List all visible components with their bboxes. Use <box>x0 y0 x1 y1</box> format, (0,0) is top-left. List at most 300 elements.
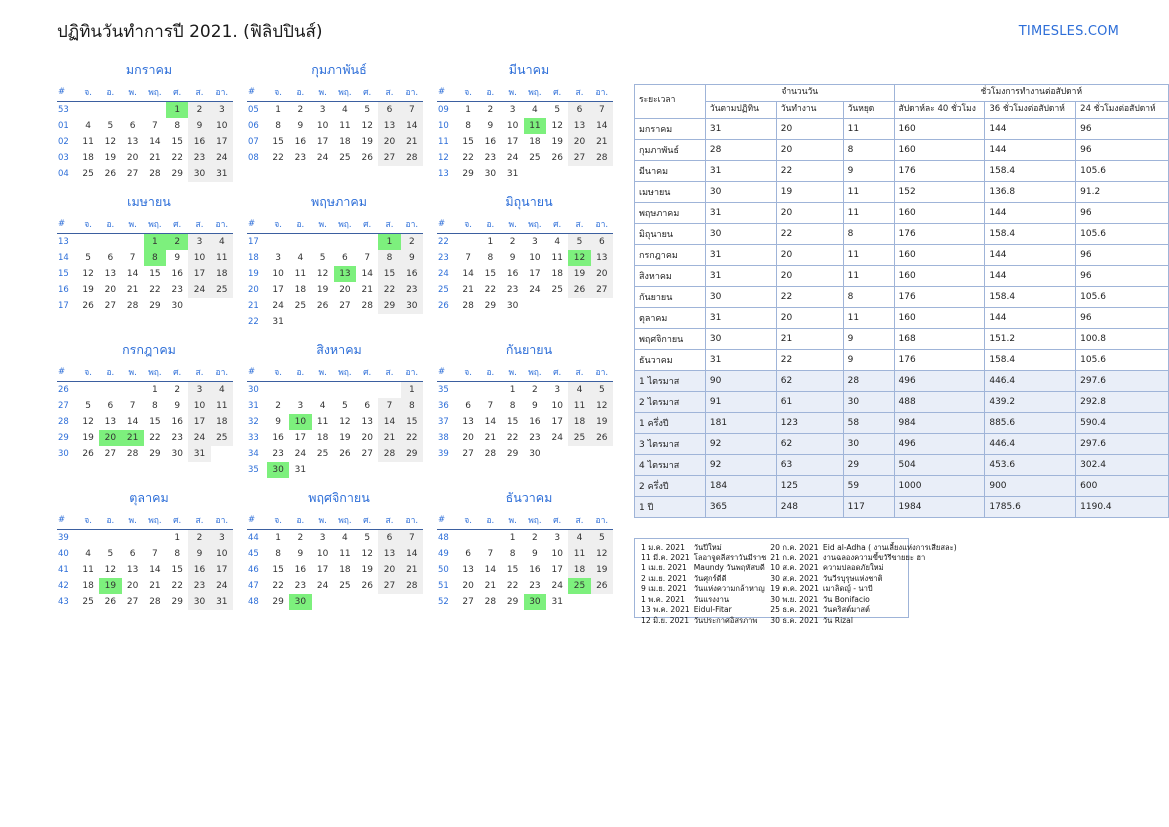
day-cell[interactable]: 15 <box>171 137 183 147</box>
day-cell[interactable]: 12 <box>361 549 373 559</box>
day-cell[interactable]: 19 <box>82 433 94 443</box>
day-cell[interactable]: 4 <box>568 382 590 399</box>
day-cell[interactable]: 13 <box>104 269 117 279</box>
day-cell[interactable]: 18 <box>211 266 233 282</box>
day-cell[interactable]: 19 <box>82 285 94 295</box>
day-cell[interactable]: 13 <box>378 118 400 134</box>
day-cell[interactable]: 6 <box>107 401 114 411</box>
day-cell[interactable]: 8 <box>144 250 166 266</box>
day-cell[interactable]: 27 <box>591 282 613 298</box>
day-cell[interactable]: 28 <box>149 169 161 179</box>
day-cell[interactable]: 28 <box>361 301 373 311</box>
day-cell[interactable]: 26 <box>82 301 94 311</box>
day-cell[interactable]: 25 <box>568 578 590 594</box>
day-cell[interactable]: 10 <box>316 121 329 131</box>
day-cell[interactable]: 3 <box>211 102 233 119</box>
day-cell[interactable]: 25 <box>294 301 307 311</box>
day-cell[interactable]: 5 <box>364 533 371 543</box>
day-cell[interactable]: 15 <box>272 137 284 147</box>
day-cell[interactable]: 21 <box>462 285 474 295</box>
day-cell[interactable]: 24 <box>188 430 210 446</box>
day-cell[interactable]: 27 <box>378 578 400 594</box>
day-cell[interactable]: 31 <box>294 465 307 475</box>
day-cell[interactable]: 10 <box>272 269 284 279</box>
day-cell[interactable]: 3 <box>509 105 516 115</box>
day-cell[interactable]: 12 <box>82 417 94 427</box>
day-cell[interactable]: 15 <box>506 565 519 575</box>
day-cell[interactable]: 8 <box>152 401 158 411</box>
day-cell[interactable]: 30 <box>267 462 289 478</box>
day-cell[interactable]: 7 <box>378 398 400 414</box>
day-cell[interactable]: 28 <box>401 150 423 166</box>
day-cell[interactable]: 17 <box>551 417 563 427</box>
day-cell[interactable]: 11 <box>551 253 563 263</box>
day-cell[interactable]: 5 <box>364 105 371 115</box>
day-cell[interactable]: 15 <box>149 417 161 427</box>
day-cell[interactable]: 8 <box>509 401 516 411</box>
day-cell[interactable]: 24 <box>294 449 307 459</box>
day-cell[interactable]: 2 <box>188 530 210 547</box>
day-cell[interactable]: 4 <box>568 530 590 547</box>
day-cell[interactable]: 14 <box>149 137 161 147</box>
day-cell[interactable]: 22 <box>149 285 161 295</box>
day-cell[interactable]: 17 <box>529 269 541 279</box>
day-cell[interactable]: 7 <box>152 121 158 131</box>
day-cell[interactable]: 13 <box>378 546 400 562</box>
day-cell[interactable]: 7 <box>129 401 136 411</box>
day-cell[interactable]: 28 <box>126 301 139 311</box>
day-cell[interactable]: 7 <box>401 102 423 119</box>
day-cell[interactable]: 4 <box>211 234 233 251</box>
day-cell[interactable]: 17 <box>316 137 329 147</box>
day-cell[interactable]: 10 <box>506 121 519 131</box>
day-cell[interactable]: 27 <box>339 301 351 311</box>
day-cell[interactable]: 13 <box>591 250 613 266</box>
day-cell[interactable]: 14 <box>401 118 423 134</box>
day-cell[interactable]: 17 <box>294 433 307 443</box>
day-cell[interactable]: 19 <box>316 285 329 295</box>
day-cell[interactable]: 10 <box>551 549 563 559</box>
day-cell[interactable]: 22 <box>506 581 519 591</box>
day-cell[interactable]: 3 <box>297 401 304 411</box>
day-cell[interactable]: 14 <box>126 269 139 279</box>
day-cell[interactable]: 26 <box>361 153 373 163</box>
day-cell[interactable]: 16 <box>506 269 519 279</box>
day-cell[interactable]: 29 <box>171 597 183 607</box>
day-cell[interactable]: 7 <box>487 401 494 411</box>
day-cell[interactable]: 13 <box>462 417 474 427</box>
day-cell[interactable]: 8 <box>465 121 471 131</box>
day-cell[interactable]: 4 <box>342 105 348 115</box>
day-cell[interactable]: 1 <box>275 533 281 543</box>
day-cell[interactable]: 9 <box>275 417 281 427</box>
day-cell[interactable]: 26 <box>82 449 94 459</box>
day-cell[interactable]: 15 <box>401 414 423 430</box>
day-cell[interactable]: 16 <box>294 565 307 575</box>
day-cell[interactable]: 2 <box>166 234 188 251</box>
day-cell[interactable]: 15 <box>272 565 284 575</box>
day-cell[interactable]: 7 <box>487 549 494 559</box>
day-cell[interactable]: 10 <box>316 549 329 559</box>
day-cell[interactable]: 14 <box>361 269 373 279</box>
day-cell[interactable]: 9 <box>487 121 494 131</box>
day-cell[interactable]: 20 <box>591 266 613 282</box>
day-cell[interactable]: 18 <box>339 565 351 575</box>
day-cell[interactable]: 10 <box>211 546 233 562</box>
day-cell[interactable]: 15 <box>171 565 183 575</box>
day-cell[interactable]: 22 <box>462 153 474 163</box>
day-cell[interactable]: 5 <box>568 234 590 251</box>
day-cell[interactable]: 29 <box>506 449 519 459</box>
day-cell[interactable]: 20 <box>361 433 373 443</box>
day-cell[interactable]: 16 <box>529 417 541 427</box>
day-cell[interactable]: 29 <box>149 449 161 459</box>
day-cell[interactable]: 30 <box>524 594 546 610</box>
day-cell[interactable]: 7 <box>152 549 158 559</box>
day-cell[interactable]: 15 <box>149 269 161 279</box>
day-cell[interactable]: 21 <box>149 153 161 163</box>
day-cell[interactable]: 13 <box>104 417 117 427</box>
day-cell[interactable]: 12 <box>339 417 351 427</box>
day-cell[interactable]: 17 <box>211 134 233 150</box>
day-cell[interactable]: 14 <box>484 565 497 575</box>
day-cell[interactable]: 5 <box>85 253 91 263</box>
day-cell[interactable]: 7 <box>364 253 371 263</box>
day-cell[interactable]: 9 <box>509 253 516 263</box>
day-cell[interactable]: 10 <box>188 250 210 266</box>
day-cell[interactable]: 20 <box>104 285 117 295</box>
day-cell[interactable]: 5 <box>591 530 613 547</box>
day-cell[interactable]: 22 <box>401 430 423 446</box>
day-cell[interactable]: 6 <box>591 234 613 251</box>
day-cell[interactable]: 8 <box>174 549 181 559</box>
day-cell[interactable]: 26 <box>591 578 613 594</box>
day-cell[interactable]: 21 <box>361 285 373 295</box>
day-cell[interactable]: 16 <box>188 562 210 578</box>
day-cell[interactable]: 31 <box>188 446 210 462</box>
day-cell[interactable]: 7 <box>129 253 136 263</box>
day-cell[interactable]: 26 <box>104 597 117 607</box>
day-cell[interactable]: 25 <box>339 153 351 163</box>
day-cell[interactable]: 8 <box>275 121 281 131</box>
day-cell[interactable]: 11 <box>294 269 307 279</box>
day-cell[interactable]: 23 <box>171 285 183 295</box>
day-cell[interactable]: 16 <box>529 565 541 575</box>
day-cell[interactable]: 6 <box>364 401 371 411</box>
day-cell[interactable]: 8 <box>401 398 423 414</box>
day-cell[interactable]: 18 <box>82 153 94 163</box>
day-cell[interactable]: 28 <box>462 301 474 311</box>
day-cell[interactable]: 6 <box>129 121 136 131</box>
day-cell[interactable]: 20 <box>462 433 474 443</box>
day-cell[interactable]: 18 <box>339 137 351 147</box>
day-cell[interactable]: 30 <box>188 594 210 610</box>
day-cell[interactable]: 14 <box>401 546 423 562</box>
day-cell[interactable]: 22 <box>506 433 519 443</box>
day-cell[interactable]: 15 <box>506 417 519 427</box>
day-cell[interactable]: 5 <box>107 121 114 131</box>
day-cell[interactable]: 18 <box>82 581 94 591</box>
day-cell[interactable]: 4 <box>297 253 304 263</box>
day-cell[interactable]: 14 <box>462 269 474 279</box>
day-cell[interactable]: 25 <box>551 285 563 295</box>
day-cell[interactable]: 29 <box>506 597 519 607</box>
day-cell[interactable]: 12 <box>591 546 613 562</box>
day-cell[interactable]: 28 <box>591 150 613 166</box>
day-cell[interactable]: 30 <box>171 449 183 459</box>
day-cell[interactable]: 15 <box>484 269 497 279</box>
day-cell[interactable]: 4 <box>319 401 326 411</box>
day-cell[interactable]: 22 <box>171 153 183 163</box>
day-cell[interactable]: 26 <box>568 282 590 298</box>
day-cell[interactable]: 12 <box>316 269 329 279</box>
day-cell[interactable]: 17 <box>551 565 563 575</box>
day-cell[interactable]: 23 <box>529 433 541 443</box>
day-cell[interactable]: 6 <box>378 530 400 547</box>
day-cell[interactable]: 23 <box>484 153 497 163</box>
day-cell[interactable]: 9 <box>297 121 304 131</box>
day-cell[interactable]: 25 <box>316 449 329 459</box>
day-cell[interactable]: 12 <box>551 121 563 131</box>
day-cell[interactable]: 9 <box>532 549 538 559</box>
day-cell[interactable]: 15 <box>378 266 400 282</box>
day-cell[interactable]: 17 <box>316 565 329 575</box>
day-cell[interactable]: 21 <box>378 430 400 446</box>
day-cell[interactable]: 11 <box>524 118 546 134</box>
day-cell[interactable]: 5 <box>85 401 91 411</box>
day-cell[interactable]: 9 <box>401 250 423 266</box>
day-cell[interactable]: 21 <box>401 562 423 578</box>
day-cell[interactable]: 3 <box>275 253 281 263</box>
day-cell[interactable]: 28 <box>401 578 423 594</box>
day-cell[interactable]: 29 <box>272 597 284 607</box>
day-cell[interactable]: 12 <box>82 269 94 279</box>
day-cell[interactable]: 27 <box>568 150 590 166</box>
day-cell[interactable]: 30 <box>188 166 210 182</box>
day-cell[interactable]: 19 <box>339 433 351 443</box>
day-cell[interactable]: 16 <box>272 433 284 443</box>
day-cell[interactable]: 26 <box>104 169 117 179</box>
day-cell[interactable]: 24 <box>506 153 519 163</box>
day-cell[interactable]: 1 <box>465 105 471 115</box>
day-cell[interactable]: 17 <box>188 414 210 430</box>
day-cell[interactable]: 27 <box>104 301 117 311</box>
day-cell[interactable]: 29 <box>149 301 161 311</box>
day-cell[interactable]: 2 <box>487 105 494 115</box>
day-cell[interactable]: 6 <box>342 253 348 263</box>
day-cell[interactable]: 1 <box>378 234 400 251</box>
day-cell[interactable]: 18 <box>568 562 590 578</box>
day-cell[interactable]: 11 <box>82 565 94 575</box>
day-cell[interactable]: 11 <box>211 398 233 414</box>
day-cell[interactable]: 20 <box>462 581 474 591</box>
day-cell[interactable]: 1 <box>401 382 423 399</box>
day-cell[interactable]: 17 <box>506 137 519 147</box>
day-cell[interactable]: 2 <box>401 234 423 251</box>
day-cell[interactable]: 31 <box>211 594 233 610</box>
day-cell[interactable]: 13 <box>126 565 139 575</box>
day-cell[interactable]: 1 <box>144 234 166 251</box>
day-cell[interactable]: 2 <box>532 385 538 395</box>
day-cell[interactable]: 4 <box>554 237 561 247</box>
day-cell[interactable]: 17 <box>188 266 210 282</box>
day-cell[interactable]: 14 <box>149 565 161 575</box>
day-cell[interactable]: 28 <box>484 597 497 607</box>
day-cell[interactable]: 21 <box>149 581 161 591</box>
day-cell[interactable]: 8 <box>509 549 516 559</box>
day-cell[interactable]: 7 <box>465 253 471 263</box>
day-cell[interactable]: 19 <box>591 562 613 578</box>
day-cell[interactable]: 2 <box>188 102 210 119</box>
day-cell[interactable]: 14 <box>591 118 613 134</box>
day-cell[interactable]: 11 <box>568 546 590 562</box>
day-cell[interactable]: 27 <box>462 449 474 459</box>
day-cell[interactable]: 1 <box>166 102 188 119</box>
day-cell[interactable]: 25 <box>339 581 351 591</box>
day-cell[interactable]: 25 <box>82 597 94 607</box>
day-cell[interactable]: 19 <box>361 137 373 147</box>
day-cell[interactable]: 17 <box>272 285 284 295</box>
day-cell[interactable]: 9 <box>188 118 210 134</box>
day-cell[interactable]: 14 <box>484 417 497 427</box>
day-cell[interactable]: 16 <box>188 134 210 150</box>
day-cell[interactable]: 20 <box>126 153 139 163</box>
day-cell[interactable]: 16 <box>401 266 423 282</box>
day-cell[interactable]: 30 <box>529 449 541 459</box>
day-cell[interactable]: 18 <box>568 414 590 430</box>
day-cell[interactable]: 6 <box>465 401 471 411</box>
day-cell[interactable]: 28 <box>484 449 497 459</box>
day-cell[interactable]: 23 <box>506 285 519 295</box>
day-cell[interactable]: 19 <box>551 137 563 147</box>
day-cell[interactable]: 26 <box>551 153 563 163</box>
day-cell[interactable]: 20 <box>99 430 121 446</box>
day-cell[interactable]: 1 <box>509 533 516 543</box>
day-cell[interactable]: 30 <box>484 169 497 179</box>
day-cell[interactable]: 8 <box>174 121 181 131</box>
day-cell[interactable]: 24 <box>211 578 233 594</box>
day-cell[interactable]: 26 <box>361 581 373 591</box>
day-cell[interactable]: 11 <box>339 549 351 559</box>
day-cell[interactable]: 21 <box>591 134 613 150</box>
day-cell[interactable]: 24 <box>551 433 563 443</box>
day-cell[interactable]: 11 <box>568 398 590 414</box>
day-cell[interactable]: 14 <box>126 417 139 427</box>
day-cell[interactable]: 2 <box>174 385 181 395</box>
day-cell[interactable]: 20 <box>378 562 400 578</box>
day-cell[interactable]: 9 <box>297 549 304 559</box>
day-cell[interactable]: 18 <box>551 269 563 279</box>
day-cell[interactable]: 26 <box>591 430 613 446</box>
day-cell[interactable]: 6 <box>378 102 400 119</box>
day-cell[interactable]: 2 <box>297 105 304 115</box>
day-cell[interactable]: 29 <box>401 446 423 462</box>
day-cell[interactable]: 26 <box>339 449 351 459</box>
day-cell[interactable]: 19 <box>99 578 121 594</box>
day-cell[interactable]: 18 <box>211 414 233 430</box>
day-cell[interactable]: 31 <box>272 317 284 327</box>
day-cell[interactable]: 21 <box>401 134 423 150</box>
day-cell[interactable]: 3 <box>188 382 210 399</box>
day-cell[interactable]: 10 <box>211 118 233 134</box>
day-cell[interactable]: 19 <box>361 565 373 575</box>
day-cell[interactable]: 2 <box>275 401 281 411</box>
day-cell[interactable]: 1 <box>487 237 494 247</box>
day-cell[interactable]: 26 <box>316 301 329 311</box>
day-cell[interactable]: 30 <box>171 301 183 311</box>
day-cell[interactable]: 30 <box>506 301 519 311</box>
day-cell[interactable]: 19 <box>591 414 613 430</box>
day-cell[interactable]: 23 <box>188 150 210 166</box>
day-cell[interactable]: 3 <box>554 385 561 395</box>
day-cell[interactable]: 21 <box>484 581 497 591</box>
day-cell[interactable]: 25 <box>211 430 233 446</box>
day-cell[interactable]: 8 <box>275 549 281 559</box>
day-cell[interactable]: 24 <box>272 301 284 311</box>
day-cell[interactable]: 27 <box>126 597 139 607</box>
day-cell[interactable]: 31 <box>211 166 233 182</box>
day-cell[interactable]: 25 <box>529 153 541 163</box>
day-cell[interactable]: 23 <box>188 578 210 594</box>
day-cell[interactable]: 3 <box>211 530 233 547</box>
day-cell[interactable]: 9 <box>188 546 210 562</box>
day-cell[interactable]: 11 <box>82 137 94 147</box>
day-cell[interactable]: 22 <box>149 433 161 443</box>
day-cell[interactable]: 11 <box>339 121 351 131</box>
day-cell[interactable]: 20 <box>126 581 139 591</box>
day-cell[interactable]: 29 <box>484 301 497 311</box>
day-cell[interactable]: 30 <box>401 298 423 314</box>
day-cell[interactable]: 3 <box>319 533 326 543</box>
day-cell[interactable]: 12 <box>104 137 117 147</box>
day-cell[interactable]: 25 <box>568 430 590 446</box>
day-cell[interactable]: 28 <box>378 446 400 462</box>
day-cell[interactable]: 20 <box>378 134 400 150</box>
day-cell[interactable]: 16 <box>171 417 183 427</box>
day-cell[interactable]: 19 <box>568 266 590 282</box>
day-cell[interactable]: 3 <box>319 105 326 115</box>
day-cell[interactable]: 31 <box>506 169 519 179</box>
day-cell[interactable]: 22 <box>378 282 400 298</box>
day-cell[interactable]: 18 <box>529 137 541 147</box>
day-cell[interactable]: 6 <box>129 549 136 559</box>
day-cell[interactable]: 23 <box>294 581 307 591</box>
day-cell[interactable]: 5 <box>591 382 613 399</box>
day-cell[interactable]: 1 <box>509 385 516 395</box>
day-cell[interactable]: 29 <box>462 169 474 179</box>
day-cell[interactable]: 13 <box>568 118 590 134</box>
day-cell[interactable]: 5 <box>107 549 114 559</box>
day-cell[interactable]: 27 <box>104 449 117 459</box>
day-cell[interactable]: 16 <box>171 269 183 279</box>
day-cell[interactable]: 10 <box>551 401 563 411</box>
day-cell[interactable]: 16 <box>484 137 497 147</box>
day-cell[interactable]: 30 <box>289 594 311 610</box>
day-cell[interactable]: 5 <box>319 253 326 263</box>
day-cell[interactable]: 22 <box>272 153 284 163</box>
day-cell[interactable]: 31 <box>551 597 563 607</box>
day-cell[interactable]: 4 <box>211 382 233 399</box>
day-cell[interactable]: 17 <box>211 562 233 578</box>
day-cell[interactable]: 27 <box>126 169 139 179</box>
day-cell[interactable]: 24 <box>211 150 233 166</box>
day-cell[interactable]: 4 <box>85 121 91 131</box>
day-cell[interactable]: 13 <box>126 137 139 147</box>
day-cell[interactable]: 29 <box>171 169 183 179</box>
day-cell[interactable]: 6 <box>465 549 471 559</box>
day-cell[interactable]: 29 <box>378 298 400 314</box>
day-cell[interactable]: 13 <box>334 266 356 282</box>
